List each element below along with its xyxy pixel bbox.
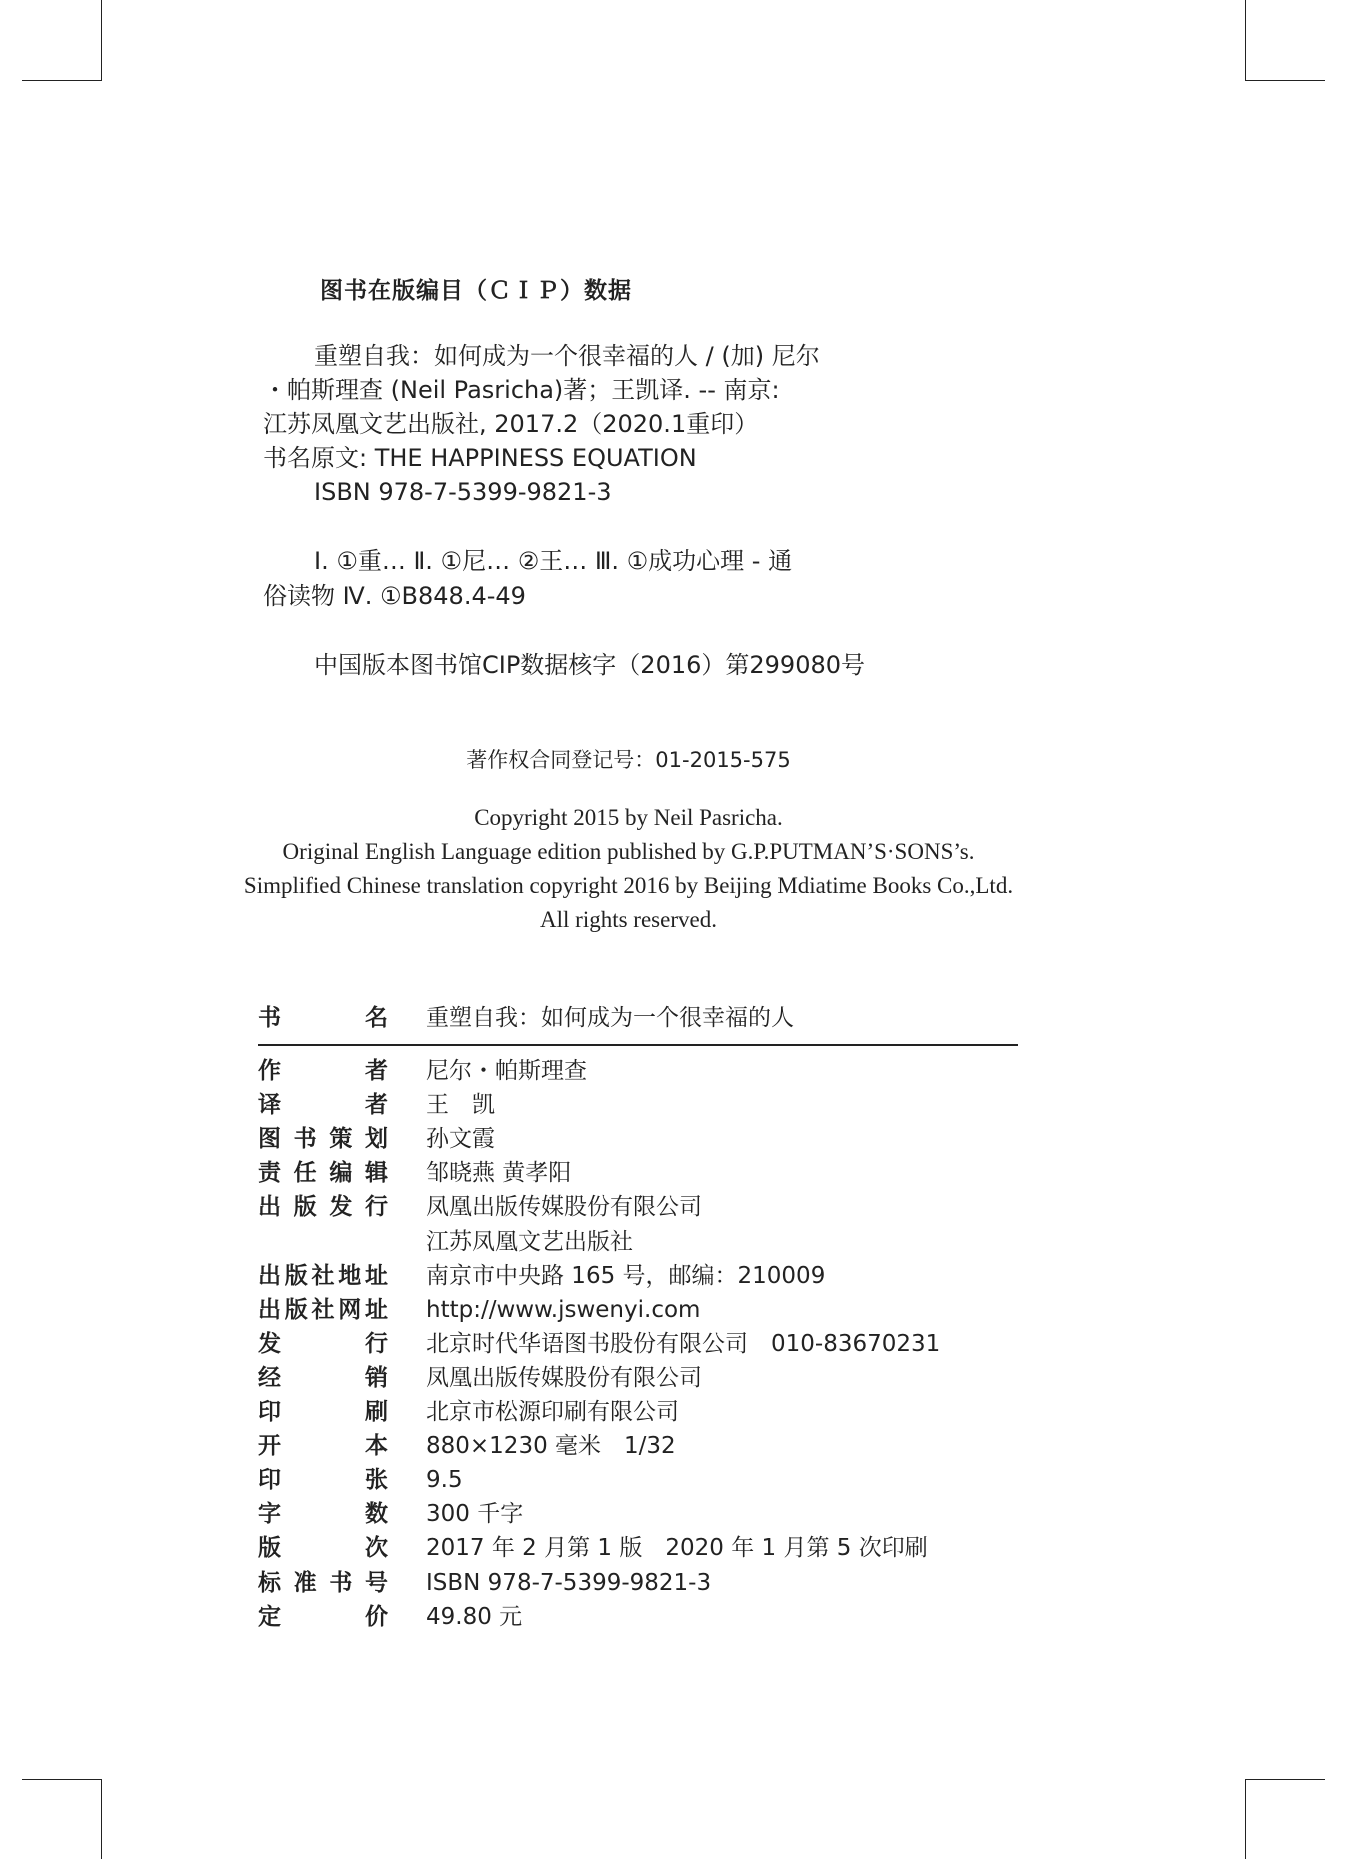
info-label: 定 价 <box>258 1603 388 1630</box>
info-label: 图 书 策 划 <box>258 1126 388 1153</box>
info-label: 出 版 社 网 址 <box>258 1296 388 1323</box>
info-value: 南京市中央路 165 号，邮编：210009 <box>426 1262 826 1289</box>
info-value: 重塑自我：如何成为一个很幸福的人 <box>426 1005 794 1031</box>
info-label: 印 张 <box>258 1467 388 1494</box>
crop-mark <box>101 1779 102 1859</box>
info-value: 9.5 <box>426 1467 463 1494</box>
crop-mark <box>1245 1779 1246 1859</box>
copyright-registration: 著作权合同登记号：01-2015-575 <box>466 748 791 772</box>
info-label: 版 次 <box>258 1535 388 1562</box>
info-label: 作 者 <box>258 1058 388 1084</box>
info-value: 邹晓燕 黄孝阳 <box>426 1160 572 1187</box>
info-label: 开 本 <box>258 1433 388 1460</box>
info-value: ISBN 978-7-5399-9821-3 <box>426 1569 712 1596</box>
info-label: 字 数 <box>258 1501 388 1528</box>
info-value: 2017 年 2 月第 1 版 2020 年 1 月第 5 次印刷 <box>426 1535 928 1562</box>
crop-mark <box>22 80 102 81</box>
info-label: 印 刷 <box>258 1399 388 1425</box>
info-value: 王 凯 <box>426 1092 495 1119</box>
info-label: 译 者 <box>258 1092 388 1119</box>
copyright-notice <box>0 801 1257 937</box>
cip-line: 俗读物 Ⅳ. ①B848.4-49 <box>263 582 526 610</box>
copyright-line: Original English Language edition published by G.P.PUTMAN’S·SONS’s. <box>282 839 975 864</box>
info-value: 江苏凤凰文艺出版社 <box>426 1228 633 1255</box>
info-value: 凤凰出版传媒股份有限公司 <box>426 1194 702 1221</box>
cip-line: 书名原文: THE HAPPINESS EQUATION <box>263 444 697 472</box>
cip-line: 中国版本图书馆CIP数据核字（2016）第299080号 <box>314 651 866 679</box>
title-rule <box>258 1044 1018 1046</box>
info-value: 北京时代华语图书股份有限公司 010-83670231 <box>426 1330 941 1357</box>
info-label: 责 任 编 辑 <box>258 1160 388 1187</box>
info-value: 49.80 元 <box>426 1603 523 1630</box>
copyright-line: All rights reserved. <box>540 907 717 932</box>
copyright-line: Copyright 2015 by Neil Pasricha. <box>474 805 783 830</box>
cip-title: 图书在版编目（ＣＩＰ）数据 <box>320 278 632 304</box>
info-value: 北京市松源印刷有限公司 <box>426 1399 679 1425</box>
info-label: 标 准 书 号 <box>258 1569 388 1596</box>
info-label: 出 版 社 地 址 <box>258 1262 388 1289</box>
info-label: 经 销 <box>258 1364 388 1391</box>
crop-mark <box>1245 80 1325 81</box>
crop-mark <box>1245 0 1246 80</box>
info-label: 发 行 <box>258 1330 388 1357</box>
crop-mark <box>101 0 102 80</box>
cip-line: ・帕斯理查 (Neil Pasricha)著；王凯译. -- 南京: <box>263 376 780 404</box>
cip-line: 重塑自我：如何成为一个很幸福的人 / (加) 尼尔 <box>314 342 820 370</box>
info-label: 书 名 <box>258 1005 388 1031</box>
info-value: http://www.jswenyi.com <box>426 1296 701 1323</box>
info-value: 凤凰出版传媒股份有限公司 <box>426 1364 702 1391</box>
crop-mark <box>1245 1779 1325 1780</box>
info-value: 880×1230 毫米 1/32 <box>426 1433 676 1460</box>
copyright-line: Simplified Chinese translation copyright 2016 by Beijing Mdiatime Books Co.,Ltd. <box>243 873 1014 898</box>
crop-mark <box>22 1779 102 1780</box>
cip-line: ISBN 978-7-5399-9821-3 <box>314 478 612 506</box>
info-value: 孙文霞 <box>426 1126 495 1153</box>
cip-line: 江苏凤凰文艺出版社, 2017.2（2020.1重印） <box>263 410 759 438</box>
info-value: 尼尔・帕斯理查 <box>426 1058 587 1084</box>
info-label: 出 版 发 行 <box>258 1194 388 1221</box>
cip-line: Ⅰ. ①重… Ⅱ. ①尼… ②王… Ⅲ. ①成功心理 - 通 <box>314 547 793 575</box>
info-value: 300 千字 <box>426 1501 524 1528</box>
